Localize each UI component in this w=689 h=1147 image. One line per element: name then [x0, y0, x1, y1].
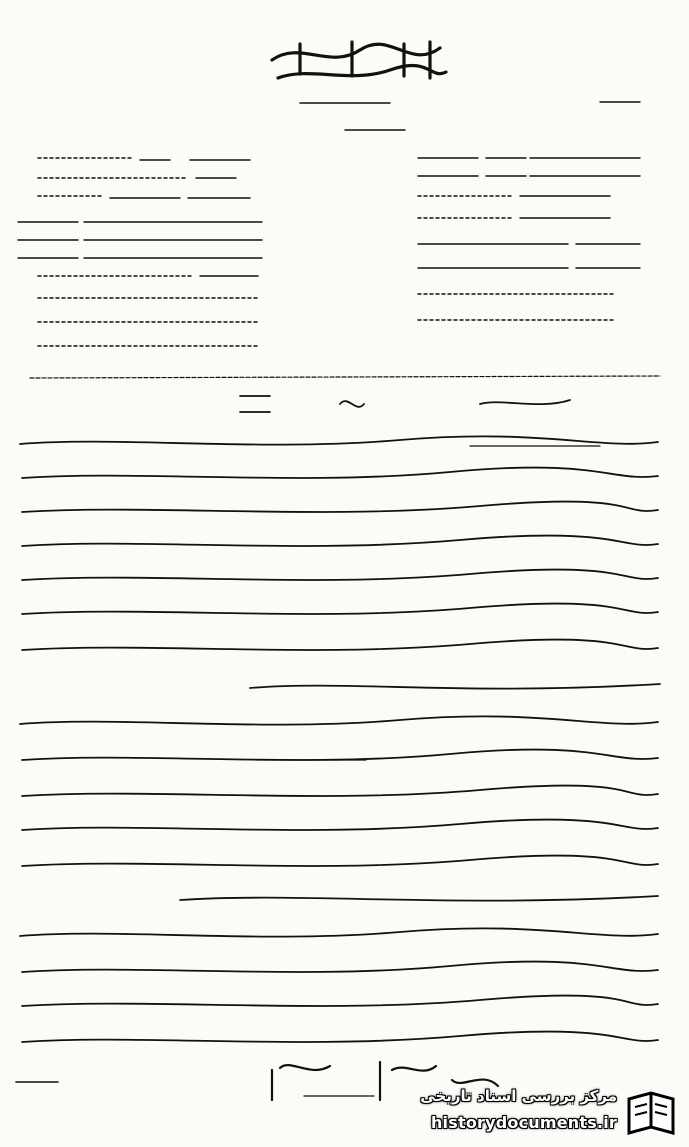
- form-fields-left: [18, 158, 262, 346]
- classification-header: [272, 42, 446, 78]
- header-subtitles: [300, 102, 640, 130]
- form-fields-right: [418, 158, 640, 320]
- watermark-title: مرکز بررسی اسناد تاریخی: [420, 1087, 617, 1105]
- paragraph-1: [20, 436, 660, 688]
- subject-line: [240, 396, 570, 412]
- watermark-url: historydocuments.ir: [430, 1113, 617, 1132]
- paragraph-2: [20, 716, 658, 900]
- paragraph-3: [20, 928, 658, 1042]
- watermark: [389, 1083, 679, 1141]
- book-icon: [623, 1089, 679, 1139]
